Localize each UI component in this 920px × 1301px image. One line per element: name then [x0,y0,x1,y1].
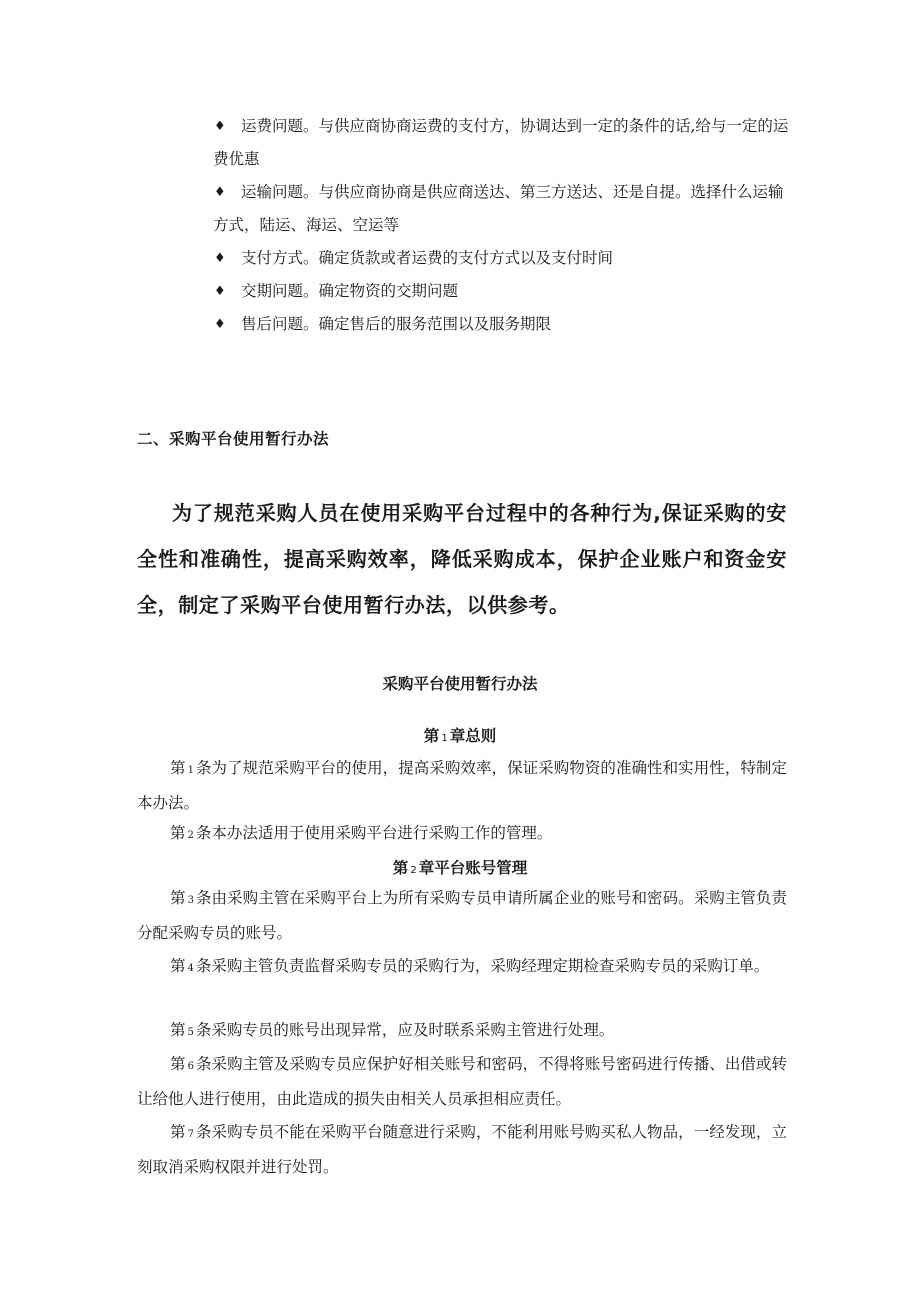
chapter-heading: 第 2 章平台账号管理 [392,859,528,877]
list-item: ♦ 交期问题。确定物资的交期问题 [213,275,793,308]
list-item: ♦ 售后问题。确定售后的服务范围以及服务期限 [213,308,793,341]
chapter-heading: 第 1 章总则 [423,727,497,745]
list-item: ♦ 支付方式。确定货款或者运费的支付方式以及支付时间 [213,242,793,275]
article-paragraph: 第 2 条本办法适用于使用采购平台进行采购工作的管理。 [170,824,553,842]
diamond-bullet-icon: ♦ [214,284,226,299]
intro-paragraph: 为了规范采购人员在使用采购平台过程中的各种行为,保证采购的安全性和准确性，提高采购效率，降低采购成本，保护企业账户和资金安全，制定了采购平台使用暂行办法，以供参考。 [137,501,787,617]
article-paragraph: 第 1 条为了规范采购平台的使用，提高采购效率，保证采购物资的准确性和实用性，特制定本办法。 [137,759,787,812]
list-item: ♦ 运输问题。与供应商协商是供应商送达、第三方送达、还是自提。选择什么运输方式，陆运、海运、空运等 [213,176,793,242]
bullet-list [213,110,793,341]
document-title: 采购平台使用暂行办法 [382,675,538,693]
diamond-bullet-icon: ♦ [214,119,226,134]
list-item: ♦ 运费问题。与供应商协商运费的支付方，协调达到一定的条件的话,给与一定的运费优惠 [213,110,793,176]
diamond-bullet-icon: ♦ [214,185,226,200]
article-paragraph: 第 6 条采购主管及采购专员应保护好相关账号和密码，不得将账号密码进行传播、出借或转让给他人进行使用，由此造成的损失由相关人员承担相应责任。 [137,1055,787,1108]
article-paragraph: 第 7 条采购专员不能在采购平台随意进行采购，不能利用账号购买私人物品，一经发现，立刻取消采购权限并进行处罚。 [137,1123,787,1176]
article-paragraph: 第 5 条采购专员的账号出现异常，应及时联系采购主管进行处理。 [170,1021,615,1039]
section-heading: 二、采购平台使用暂行办法 [137,430,330,448]
article-paragraph: 第 4 条采购主管负责监督采购专员的采购行为，采购经理定期检查采购专员的采购订单。 [170,957,770,975]
diamond-bullet-icon: ♦ [214,317,226,332]
article-paragraph: 第 3 条由采购主管在采购平台上为所有采购专员申请所属企业的账号和密码。采购主管负责分配采购专员的账号。 [137,889,787,942]
diamond-bullet-icon: ♦ [214,251,226,266]
